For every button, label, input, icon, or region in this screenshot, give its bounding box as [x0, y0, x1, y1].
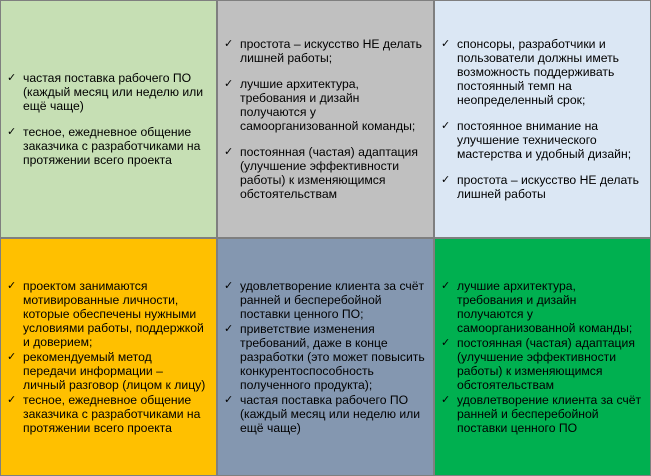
- cell-green-light: [0, 0, 217, 238]
- list-item: [441, 37, 642, 107]
- check-icon: ✓: [7, 71, 17, 84]
- check-icon: ✓: [441, 335, 451, 349]
- list-item: [224, 37, 425, 65]
- check-icon: ✓: [224, 77, 234, 90]
- list-item: [7, 393, 208, 435]
- list-item: [224, 145, 425, 201]
- item-text: постоянная (частая) адаптация (улучшение эффективности работы) к изменяющимся обстоятельствам: [240, 145, 418, 201]
- list-item: [441, 393, 642, 435]
- check-icon: ✓: [7, 278, 17, 292]
- check-icon: ✓: [441, 119, 451, 132]
- item-text: рекомендуемый метод передачи информации – личный разговор (лицом к лицу): [23, 349, 206, 392]
- check-icon: ✓: [224, 278, 234, 292]
- check-icon: ✓: [441, 278, 451, 292]
- list-item: [7, 71, 208, 113]
- check-icon: ✓: [7, 392, 17, 406]
- check-icon: ✓: [441, 392, 451, 406]
- check-icon: ✓: [224, 37, 234, 50]
- check-icon: ✓: [441, 37, 451, 50]
- item-text: спонсоры, разработчики и пользователи должны иметь возможность поддерживать постоянный темп на неопределенный срок;: [457, 37, 620, 107]
- list-item: [224, 393, 425, 435]
- item-text: простота – искусство НЕ делать лишней работы;: [240, 37, 422, 65]
- item-text: частая поставка рабочего ПО (каждый месяц или неделю или ещё чаще): [240, 392, 421, 435]
- check-icon: ✓: [7, 125, 17, 138]
- list-item: [441, 336, 642, 392]
- item-text: частая поставка рабочего ПО (каждый месяц или неделю или ещё чаще): [23, 71, 204, 113]
- list-item: [441, 119, 642, 161]
- item-text: тесное, ежедневное общение заказчика с разработчиками на протяжении всего проекта: [23, 125, 201, 167]
- check-icon: ✓: [224, 392, 234, 406]
- item-text: приветствие изменения требований, даже в конце разработки (это может повысить конкурентоспособность полученного продукта);: [240, 321, 425, 392]
- list-item: [224, 279, 425, 321]
- item-text: тесное, ежедневное общение заказчика с разработчиками на протяжении всего проекта: [23, 392, 201, 435]
- cell-orange: [0, 238, 217, 476]
- check-icon: ✓: [441, 173, 451, 186]
- check-icon: ✓: [224, 321, 234, 335]
- cell-gray: [217, 0, 434, 238]
- list-item: [7, 350, 208, 392]
- item-text: постоянное внимание на улучшение технического мастерства и удобный дизайн;: [457, 119, 632, 161]
- item-text: проектом занимаются мотивированные личности, которые обеспечены нужными условиями работы, поддержкой и доверием;: [23, 278, 204, 349]
- list-item: [441, 173, 642, 201]
- item-text: лучшие архитектура, требования и дизайн получаются у самоорганизованной команды;: [240, 77, 416, 133]
- list-item: [224, 322, 425, 392]
- item-text: лучшие архитектура, требования и дизайн получаются у самоорганизованной команды;: [457, 278, 633, 335]
- cell-slate-blue: [217, 238, 434, 476]
- item-text: постоянная (частая) адаптация (улучшение эффективности работы) к изменяющимся обстоятельствам: [457, 335, 635, 392]
- cell-blue-light: [434, 0, 651, 238]
- list-item: [441, 279, 642, 335]
- list-item: [7, 279, 208, 349]
- check-icon: ✓: [7, 349, 17, 363]
- item-text: простота – искусство НЕ делать лишней работы: [457, 173, 639, 201]
- cell-green: [434, 238, 651, 476]
- list-item: [224, 77, 425, 133]
- list-item: [7, 125, 208, 167]
- check-icon: ✓: [224, 145, 234, 158]
- item-text: удовлетворение клиента за счёт ранней и бесперебойной поставки ценного ПО;: [240, 278, 425, 321]
- item-text: удовлетворение клиента за счёт ранней и бесперебойной поставки ценного ПО: [457, 392, 642, 435]
